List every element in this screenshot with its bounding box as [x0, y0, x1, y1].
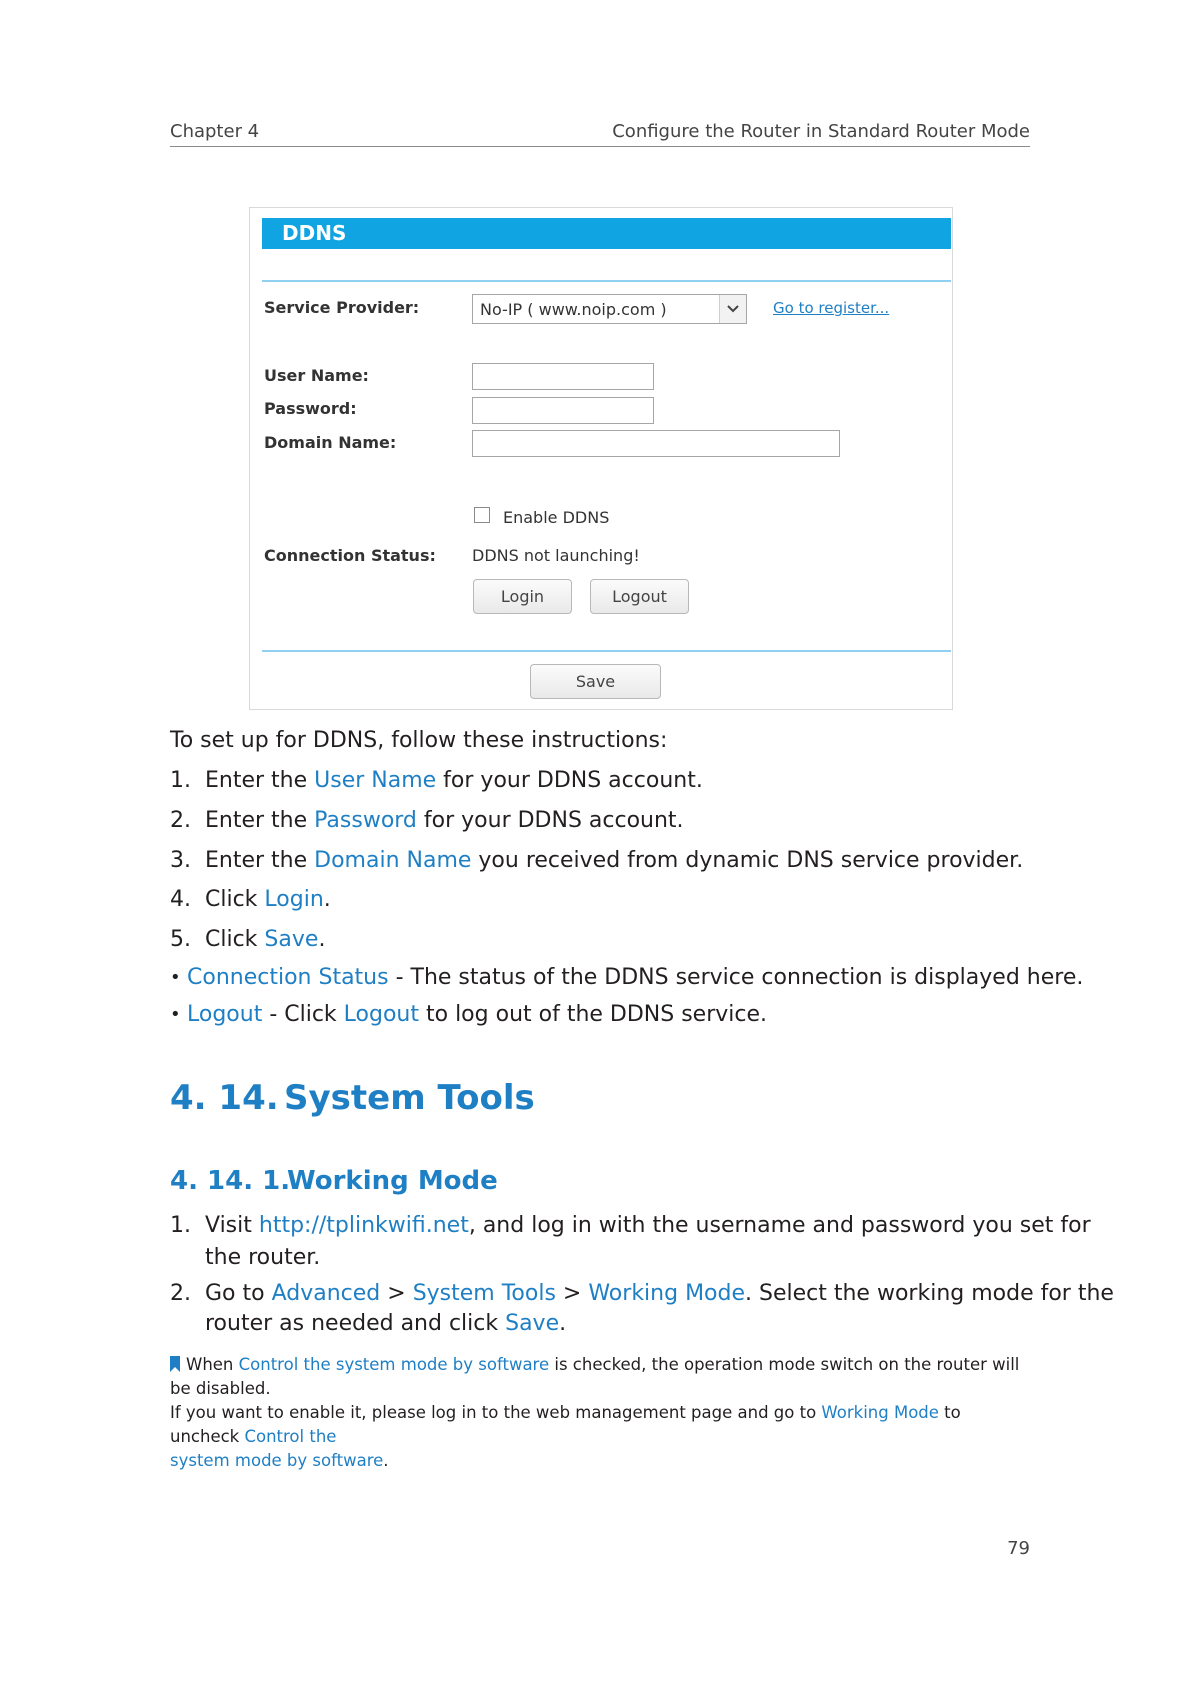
subsection-heading — [170, 1166, 498, 1196]
ui-term: Save — [264, 927, 319, 952]
bookmark-icon — [170, 1356, 180, 1372]
service-provider-value: No-IP ( www.noip.com ) — [480, 300, 667, 319]
section-number: 4. 14. — [170, 1078, 279, 1118]
step-number: 1. — [170, 1213, 191, 1238]
step-number: 5. — [170, 927, 191, 952]
connection-status-value: DDNS not launching! — [472, 546, 640, 565]
user-name-input[interactable] — [472, 363, 654, 390]
ui-term: Password — [314, 808, 417, 833]
ui-term: User Name — [314, 768, 437, 793]
step-number: 1. — [170, 768, 191, 793]
intro-text: To set up for DDNS, follow these instructions: — [170, 728, 668, 753]
go-to-register-link[interactable]: Go to register... — [773, 299, 890, 317]
ui-term: Connection Status — [187, 965, 389, 990]
step-text: Click Save. — [205, 927, 326, 952]
subsection-title: Working Mode — [287, 1166, 498, 1196]
note-block: When Control the system mode by software is checked, the operation mode switch on the router will be disabled. If you want to enable it, please log in to the web management page and go to Working Mode to uncheck Control the system mode by software. — [170, 1355, 1020, 1470]
domain-name-input[interactable] — [472, 430, 840, 457]
bullet-text: Connection Status - The status of the DDNS service connection is displayed here. — [187, 965, 1084, 990]
user-name-label: User Name: — [264, 366, 369, 385]
ddns-title-bar: DDNS — [262, 218, 951, 249]
step-text: Enter the Domain Name you received from dynamic DNS service provider. — [205, 848, 1024, 873]
step-text-cont: the router. — [205, 1245, 321, 1270]
step-number: 3. — [170, 848, 191, 873]
ui-term: Logout — [187, 1002, 263, 1027]
password-label: Password: — [264, 399, 357, 418]
section-title: System Tools — [284, 1078, 535, 1118]
url-link[interactable]: http://tplinkwifi.net — [258, 1213, 469, 1238]
ddns-screenshot — [249, 207, 953, 710]
step-number: 2. — [170, 1281, 191, 1306]
save-button[interactable]: Save — [530, 664, 661, 699]
step-text: Click Login. — [205, 887, 331, 912]
password-input[interactable] — [472, 397, 654, 424]
bottom-divider — [262, 650, 951, 652]
chevron-down-icon — [719, 295, 746, 323]
ui-term: Control the — [244, 1427, 337, 1446]
bullet-icon: • — [170, 967, 181, 988]
top-divider — [262, 280, 951, 282]
step-text: Enter the Password for your DDNS account. — [205, 808, 684, 833]
section-heading — [170, 1078, 535, 1118]
step-text: Enter the User Name for your DDNS account. — [205, 768, 703, 793]
enable-ddns-label: Enable DDNS — [503, 508, 610, 527]
logout-button[interactable]: Logout — [590, 579, 689, 614]
step-number: 2. — [170, 808, 191, 833]
step-text: Visit http://tplinkwifi.net, and log in with the username and password you set for — [205, 1213, 1091, 1238]
ui-term: Save — [505, 1311, 560, 1336]
page-number: 79 — [1007, 1538, 1030, 1559]
bullet-text: Logout - Click Logout to log out of the DDNS service. — [187, 1002, 768, 1027]
service-provider-label: Service Provider: — [264, 298, 420, 317]
enable-ddns-checkbox[interactable] — [474, 507, 490, 523]
domain-name-label: Domain Name: — [264, 433, 397, 452]
ui-term: Advanced — [271, 1281, 381, 1306]
step-text: Go to Advanced > System Tools > Working Mode. Select the working mode for the — [205, 1281, 1114, 1306]
step-text-cont: router as needed and click Save. — [205, 1311, 567, 1336]
subsection-number: 4. 14. 1. — [170, 1166, 291, 1196]
service-provider-select[interactable] — [472, 294, 747, 324]
connection-status-label: Connection Status: — [264, 546, 436, 565]
ui-term: Domain Name — [314, 848, 472, 873]
ui-term: Logout — [343, 1002, 419, 1027]
ui-term: System Tools — [412, 1281, 556, 1306]
ui-term: Login — [264, 887, 324, 912]
ui-term: Working Mode — [588, 1281, 746, 1306]
ui-term: Control the system mode by software — [238, 1355, 550, 1374]
ui-term: system mode by software — [170, 1451, 384, 1470]
step-number: 4. — [170, 887, 191, 912]
page-header — [170, 120, 1030, 147]
chapter-label: Chapter 4 — [170, 121, 260, 142]
section-title: Configure the Router in Standard Router Mode — [612, 121, 1030, 142]
login-button[interactable]: Login — [473, 579, 572, 614]
bullet-icon: • — [170, 1004, 181, 1025]
ui-term: Working Mode — [821, 1403, 939, 1422]
